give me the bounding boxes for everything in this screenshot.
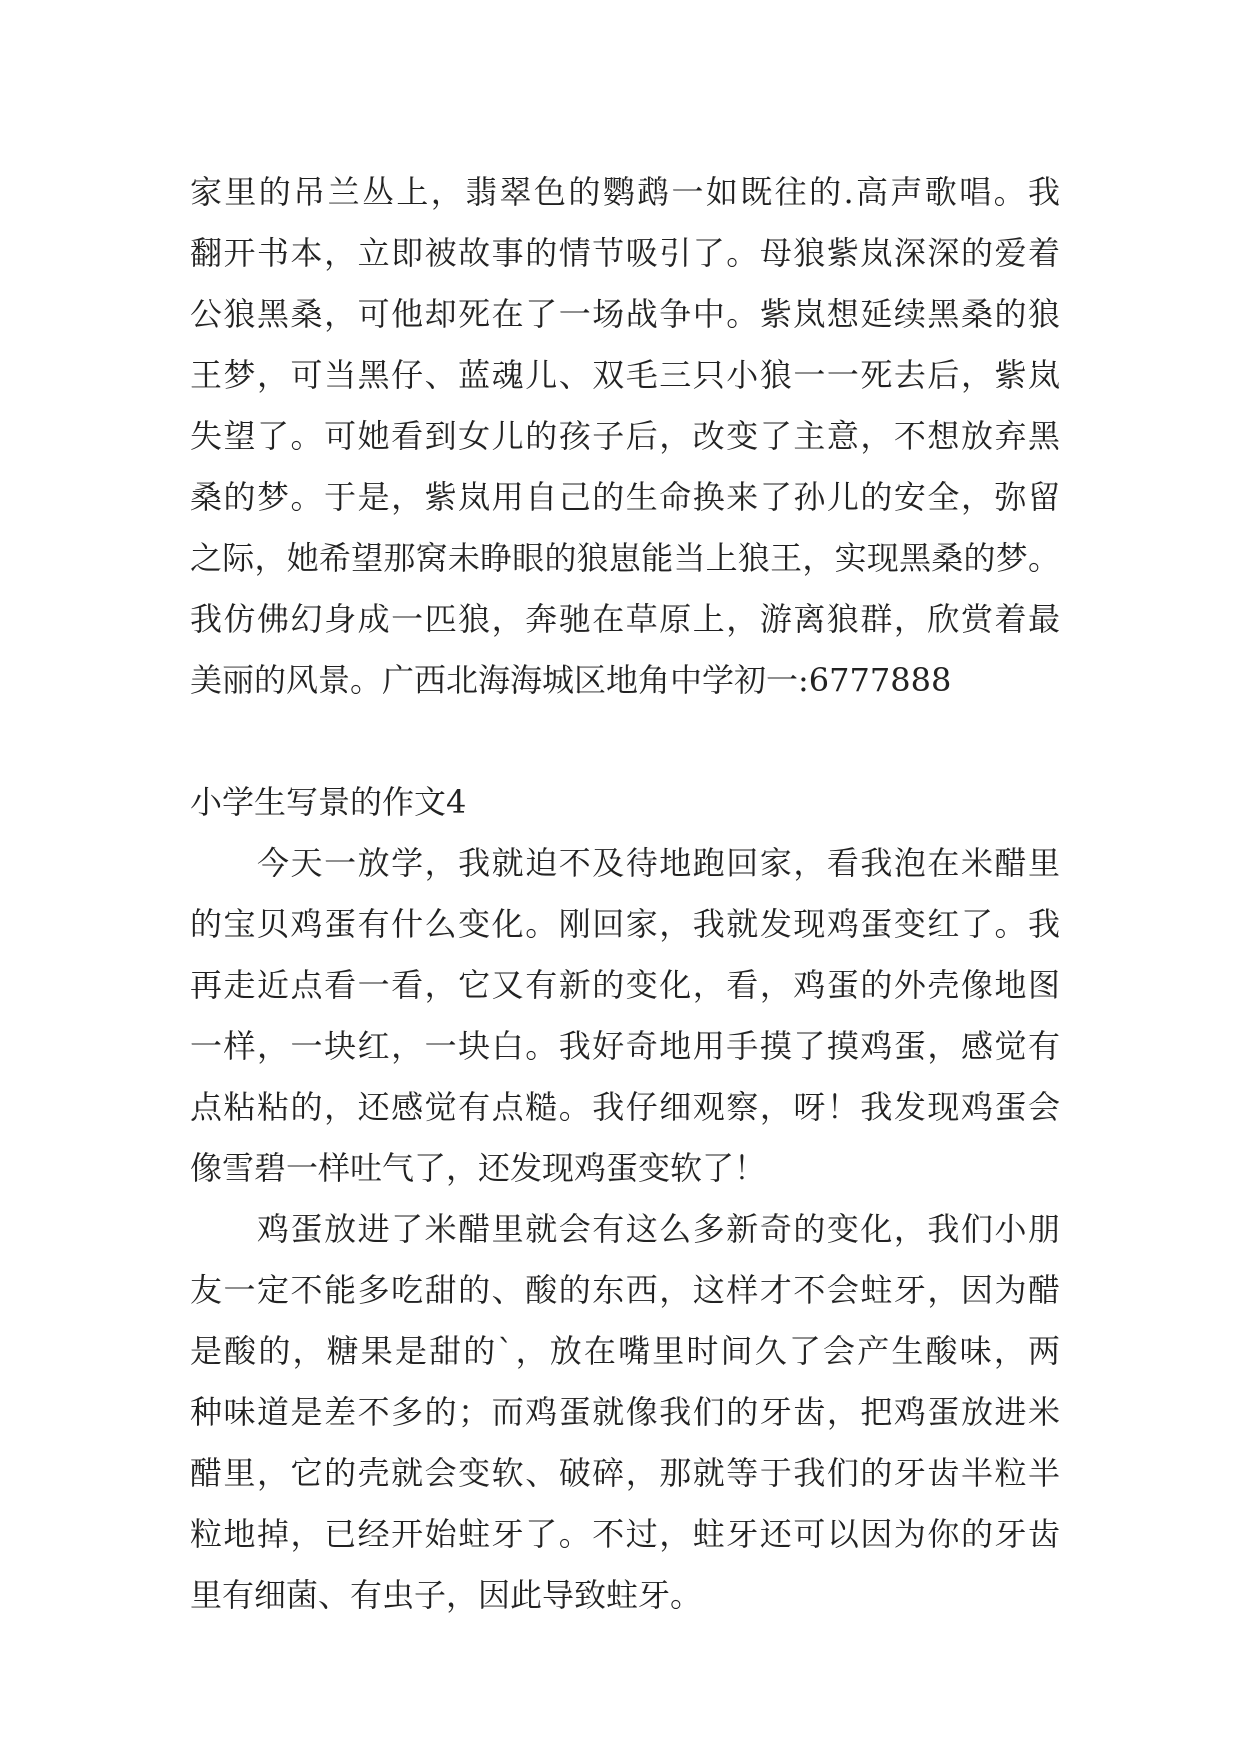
text-line: 王梦，可当黑仔、蓝魂儿、双毛三只小狼一一死去后，紫岚: [190, 356, 1060, 394]
text-line: 像雪碧一样吐气了，还发现鸡蛋变软了！: [190, 1149, 767, 1187]
text-line: 失望了。可她看到女儿的孩子后，改变了主意，不想放弃黑: [190, 417, 1060, 455]
text-line: 公狼黑桑，可他却死在了一场战争中。紫岚想延续黑桑的狼: [190, 295, 1060, 333]
paragraph-1: [190, 162, 1060, 711]
text-line: 美丽的风景。广西北海海城区地角中学初一:6777888: [190, 661, 952, 699]
paragraph-3: [190, 1199, 1060, 1626]
text-line: 醋里，它的壳就会变软、破碎，那就等于我们的牙齿半粒半: [190, 1454, 1060, 1492]
text-line: 是酸的，糖果是甜的`，放在嘴里时间久了会产生酸味，两: [190, 1332, 1060, 1370]
text-line: 种味道是差不多的；而鸡蛋就像我们的牙齿，把鸡蛋放进米: [190, 1393, 1060, 1431]
text-line: 里有细菌、有虫子，因此导致蛀牙。: [190, 1576, 703, 1614]
text-line: 鸡蛋放进了米醋里就会有这么多新奇的变化，我们小朋: [190, 1210, 1060, 1248]
text-line: 一样，一块红，一块白。我好奇地用手摸了摸鸡蛋，感觉有: [190, 1027, 1060, 1065]
text-line: 友一定不能多吃甜的、酸的东西，这样才不会蛀牙，因为醋: [190, 1271, 1060, 1309]
text-line: 家里的吊兰丛上，翡翠色的鹦鹉一如既往的.高声歌唱。我: [190, 173, 1060, 211]
paragraph-2: [190, 833, 1060, 1199]
text-line: 点粘粘的，还感觉有点糙。我仔细观察，呀！我发现鸡蛋会: [190, 1088, 1060, 1126]
text-line: 再走近点看一看，它又有新的变化，看，鸡蛋的外壳像地图: [190, 966, 1060, 1004]
document-body: [190, 162, 1060, 1626]
text-line: 今天一放学，我就迫不及待地跑回家，看我泡在米醋里: [190, 844, 1060, 882]
text-line: 之际，她希望那窝未睁眼的狼崽能当上狼王，实现黑桑的梦。: [190, 539, 1060, 577]
text-line: 粒地掉，已经开始蛀牙了。不过，蛀牙还可以因为你的牙齿: [190, 1515, 1060, 1553]
text-line: 我仿佛幻身成一匹狼，奔驰在草原上，游离狼群，欣赏着最: [190, 600, 1060, 638]
section-title: 小学生写景的作文4: [190, 783, 467, 821]
text-line: 桑的梦。于是，紫岚用自己的生命换来了孙儿的安全，弥留: [190, 478, 1060, 516]
text-line: 的宝贝鸡蛋有什么变化。刚回家，我就发现鸡蛋变红了。我: [190, 905, 1060, 943]
paragraph-spacer: [190, 711, 1060, 772]
text-line: 翻开书本，立即被故事的情节吸引了。母狼紫岚深深的爱着: [190, 234, 1060, 272]
